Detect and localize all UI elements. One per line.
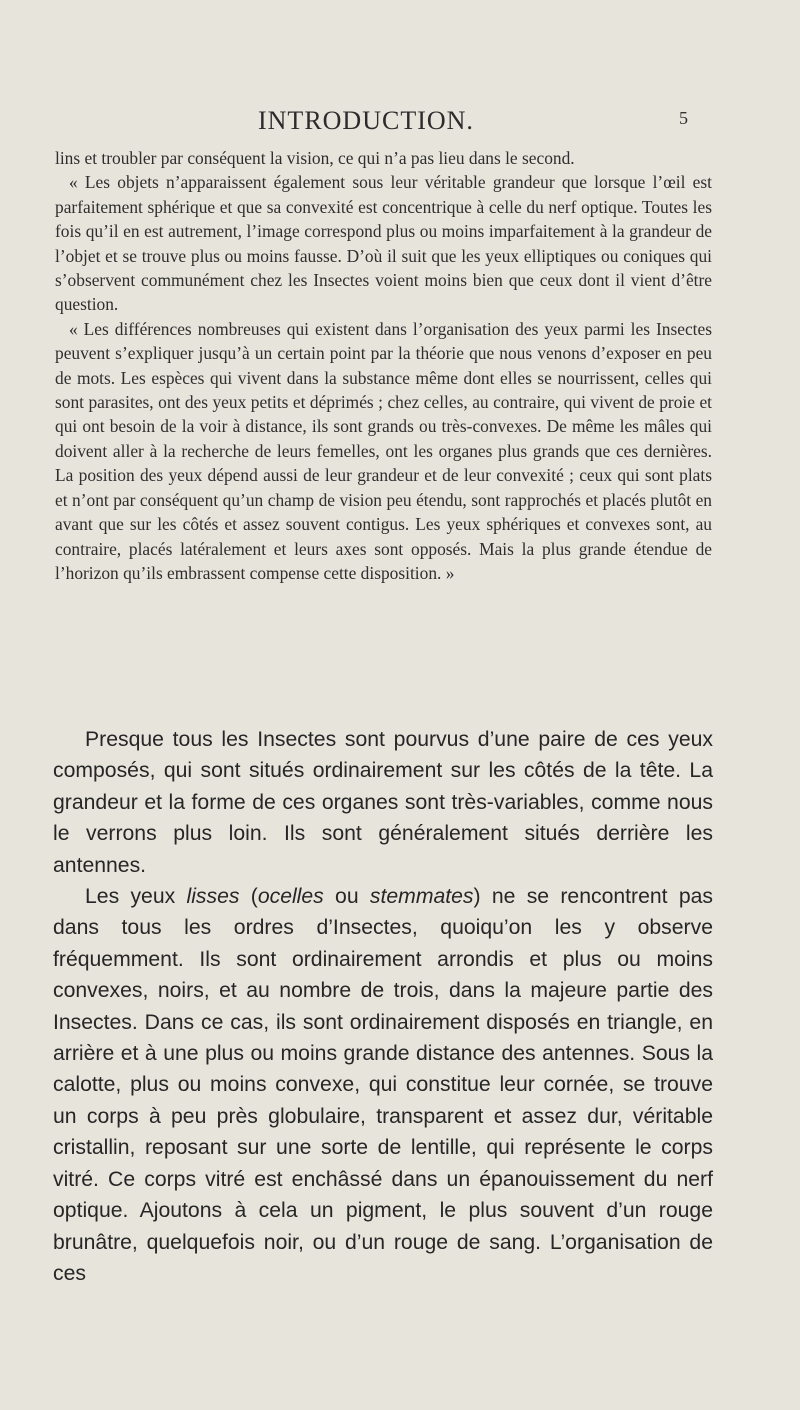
p2-paren-open: ( <box>239 885 258 909</box>
term-lisses: lisses <box>186 885 240 909</box>
body-paragraph-2 <box>53 881 713 1289</box>
term-ocelles: ocelles <box>257 885 324 909</box>
page-header <box>258 106 688 136</box>
p2-lead: Les yeux <box>85 885 187 909</box>
main-text <box>53 724 713 1289</box>
body-paragraph-1: Presque tous les Insectes sont pourvus d’une paire de ces yeux composés, qui sont situés ordinairement sur les côtés de la tête. La grandeur et la forme de ces organes sont très-variables, comme nous le verrons plus loin. Ils sont généralement situés derrière les antennes. <box>53 728 713 877</box>
quoted-passage <box>55 146 712 585</box>
page-number: 5 <box>679 108 688 128</box>
running-title: INTRODUCTION. <box>258 106 474 135</box>
term-stemmates: stemmates <box>369 885 474 909</box>
quote-paragraph-2: « Les objets n’apparaissent également sous leur véritable grandeur que lorsque l’œil est parfaitement sphérique et que sa convexité est concentrique à celle du nerf optique. Toutes les fois qu’il en est autrement, l’image correspond plus ou moins imparfaitement à la grandeur de l’objet et se trouve plus ou moins fausse. D’où il suit que les yeux elliptiques ou coniques qui s’observent communément chez les Insectes voient moins bien que ceux dont il vient d’être question. <box>55 172 712 315</box>
p2-or: ou <box>323 885 370 909</box>
p2-rest: ) ne se rencontrent pas dans tous les ordres d’Insectes, quoiqu’on les y observe fréquemment. Ils sont ordinairement arrondis et plus ou moins convexes, noirs, et au nombre de trois, dans la majeure partie des Insectes. Dans ce cas, ils sont ordinairement disposés en triangle, en arrière et à une plus ou moins grande distance des antennes. Sous la calotte, plus ou moins convexe, qui constitue leur cornée, se trouve un corps à peu près globulaire, transparent et assez dur, véritable cristallin, reposant sur une sorte de lentille, qui représente le corps vitré. Ce corps vitré est enchâssé dans un épanouissement du nerf optique. Ajoutons à cela un pigment, le plus souvent d’un rouge brunâtre, quelquefois noir, ou d’un rouge de sang. L’organisation de ces <box>53 885 713 1285</box>
quote-paragraph-3: « Les différences nombreuses qui existent dans l’organisation des yeux parmi les Insectes peuvent s’expliquer jusqu’à un certain point par la théorie que nous venons d’exposer en peu de mots. Les espèces qui vivent dans la substance même dont elles se nourrissent, celles qui sont parasites, ont des yeux petits et déprimés ; chez celles, au contraire, qui vivent de proie et qui ont besoin de la voir à distance, ils sont grands ou très-convexes. De même les mâles qui doivent aller à la recherche de leurs femelles, ont les organes plus grands que ces dernières. La position des yeux dépend aussi de leur grandeur et de leur convexité ; ceux qui sont plats et n’ont par conséquent qu’un champ de vision peu étendu, sont rapprochés et placés plutôt en avant que sur les côtés et assez souvent contigus. Les yeux sphériques et convexes sont, au contraire, placés latéralement et leurs axes sont opposés. Mais la plus grande étendue de l’horizon qu’ils embrassent compense cette disposition. » <box>55 318 712 583</box>
quote-paragraph-1: lins et troubler par conséquent la vision, ce qui n’a pas lieu dans le second. <box>55 148 575 168</box>
